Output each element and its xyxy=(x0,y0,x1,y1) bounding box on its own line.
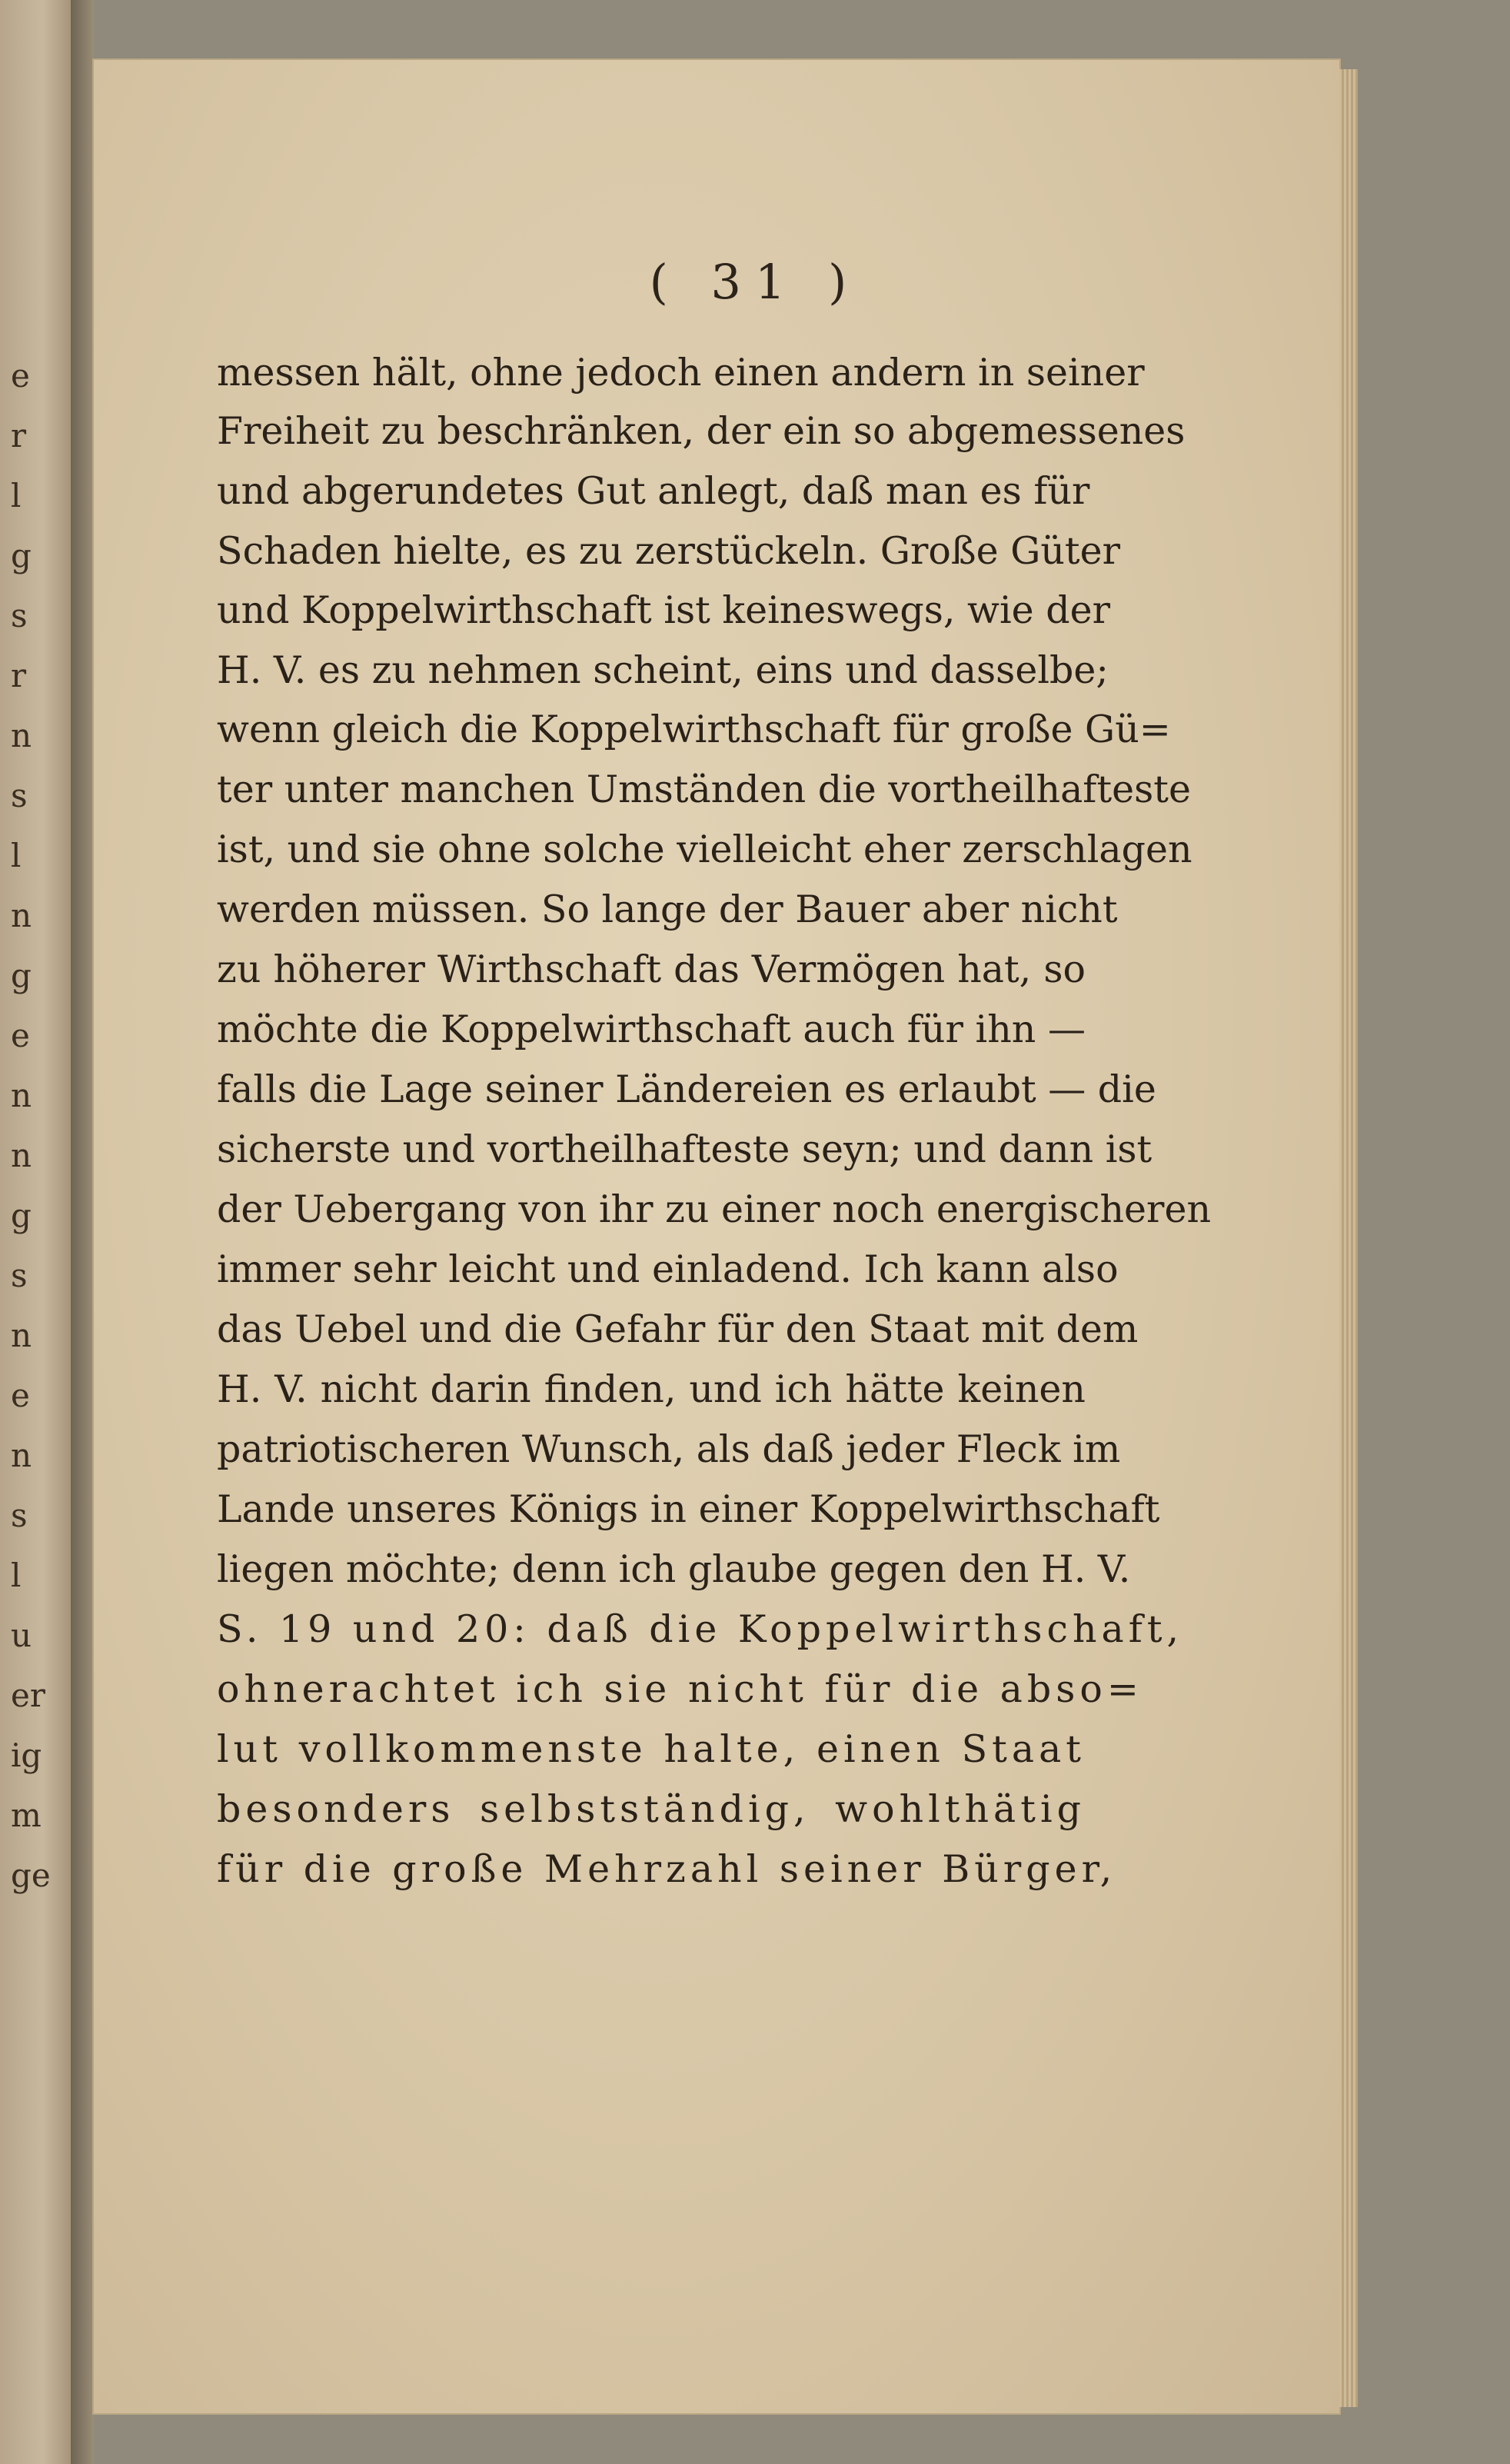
previous-page-fragment: l xyxy=(11,1557,22,1594)
book-gutter xyxy=(71,0,94,2464)
text-line: ohnerachtet ich sie nicht für die abso= xyxy=(217,1667,1143,1711)
previous-page-fragment: l xyxy=(11,837,22,874)
previous-page-fragment: u xyxy=(11,1617,32,1654)
previous-page-fragment: r xyxy=(11,417,27,455)
text-line: immer sehr leicht und einladend. Ich kann also xyxy=(217,1247,1119,1291)
previous-page-fragment: n xyxy=(11,717,32,754)
previous-page-fragment: g xyxy=(11,537,32,574)
text-line: liegen möchte; denn ich glaube gegen den H. V. xyxy=(217,1547,1131,1591)
text-line: zu höherer Wirthschaft das Vermögen hat, so xyxy=(217,947,1086,991)
text-line: S. 19 und 20: daß die Koppelwirthschaft, xyxy=(217,1607,1184,1651)
text-line: falls die Lage seiner Ländereien es erlaubt — die xyxy=(217,1067,1156,1111)
previous-page-fragment: n xyxy=(11,897,32,934)
text-line: wenn gleich die Koppelwirthschaft für große Gü= xyxy=(217,708,1171,751)
text-line: H. V. es zu nehmen scheint, eins und dasselbe; xyxy=(217,648,1109,692)
text-line: Lande unseres Königs in einer Koppelwirthschaft xyxy=(217,1487,1160,1531)
text-line: ist, und sie ohne solche vielleicht eher zerschlagen xyxy=(217,827,1192,871)
previous-page-fragment: s xyxy=(11,777,28,814)
text-line: möchte die Koppelwirthschaft auch für ihn — xyxy=(217,1007,1086,1051)
previous-page-fragment: n xyxy=(11,1317,32,1354)
text-line: und Koppelwirthschaft ist keineswegs, wie der xyxy=(217,588,1111,632)
previous-page-fragment: er xyxy=(11,1677,45,1714)
page-stack-edge xyxy=(1339,69,1358,2407)
text-line: und abgerundetes Gut anlegt, daß man es für xyxy=(217,469,1090,513)
previous-page-fragment: ig xyxy=(11,1736,42,1774)
previous-page-fragment: n xyxy=(11,1077,32,1114)
text-line: das Uebel und die Gefahr für den Staat mit dem xyxy=(217,1307,1139,1351)
previous-page-fragment: s xyxy=(11,1497,28,1534)
text-line: Freiheit zu beschränken, der ein so abgemessenes xyxy=(217,409,1186,453)
previous-page-fragment: n xyxy=(11,1137,32,1174)
page-number: ( 31 ) xyxy=(649,254,861,310)
text-line: werden müssen. So lange der Bauer aber nicht xyxy=(217,887,1118,931)
previous-page-fragment: e xyxy=(11,1017,30,1054)
previous-page-fragment: l xyxy=(11,477,22,514)
previous-page-fragment: e xyxy=(11,357,30,395)
text-line: besonders selbstständig, wohlthätig xyxy=(217,1787,1086,1831)
text-line: patriotischeren Wunsch, als daß jeder Fleck im xyxy=(217,1427,1121,1471)
previous-page-fragment: r xyxy=(11,657,27,694)
text-line: für die große Mehrzahl seiner Bürger, xyxy=(217,1847,1117,1891)
previous-page-fragment: ge xyxy=(11,1856,51,1894)
text-line: sicherste und vortheilhafteste seyn; und dann ist xyxy=(217,1127,1152,1171)
previous-page-fragment: s xyxy=(11,1257,28,1294)
previous-page-edge xyxy=(0,0,71,2464)
previous-page-fragment: e xyxy=(11,1377,30,1414)
text-line: Schaden hielte, es zu zerstückeln. Große Güter xyxy=(217,529,1121,573)
text-line: ter unter manchen Umständen die vortheilhafteste xyxy=(217,768,1191,811)
text-line: messen hält, ohne jedoch einen andern in seiner xyxy=(217,351,1145,395)
previous-page-fragment: s xyxy=(11,597,28,634)
text-line: H. V. nicht darin finden, und ich hätte keinen xyxy=(217,1367,1086,1411)
previous-page-fragment: g xyxy=(11,1197,32,1234)
text-line: der Uebergang von ihr zu einer noch energischeren xyxy=(217,1187,1212,1231)
text-line: lut vollkommenste halte, einen Staat xyxy=(217,1727,1086,1771)
previous-page-fragment: n xyxy=(11,1437,32,1474)
previous-page-fragment: m xyxy=(11,1796,42,1834)
previous-page-fragment: g xyxy=(11,957,32,994)
